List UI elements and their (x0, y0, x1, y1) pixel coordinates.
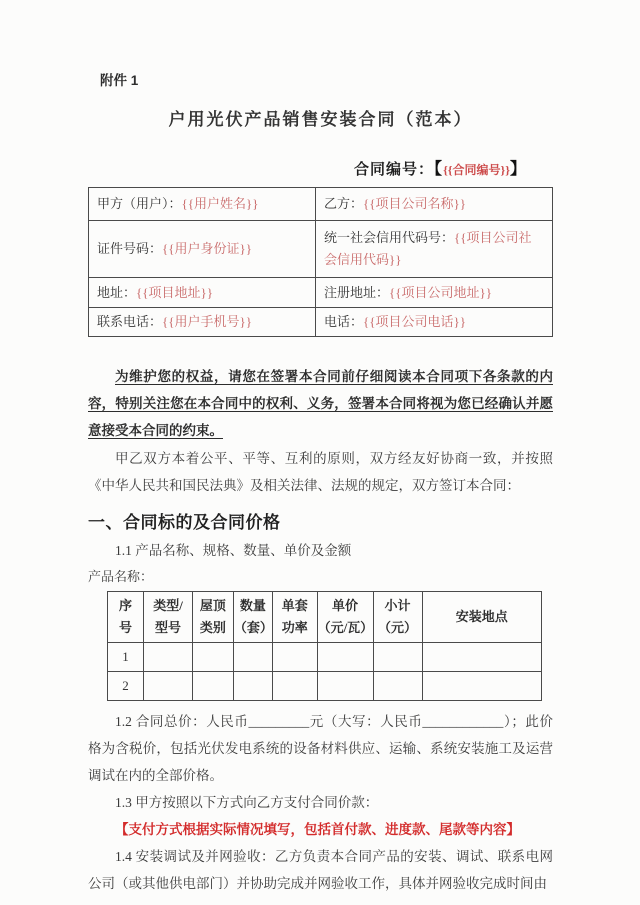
preamble-paragraph: 甲乙双方本着公平、平等、互利的原则，双方经友好协商一致，并按照《中华人民共和国民法典》及相关法律、法规的规定，双方签订本合同： (88, 451, 553, 493)
field-label: 联系电话： (97, 314, 163, 329)
field-placeholder: {{用户手机号}} (162, 314, 252, 329)
field-label: 电话： (324, 314, 364, 329)
contract-number-open-bracket: 【 (434, 161, 444, 178)
product-table-cell (233, 643, 272, 672)
party-table-cell (89, 278, 316, 308)
field-label: 注册地址： (324, 284, 390, 300)
clause-1-1: 1.1 产品名称、规格、数量、单价及金额 (115, 543, 352, 558)
product-table-row (108, 643, 542, 672)
field-label: 乙方： (324, 196, 364, 211)
column-header (373, 592, 422, 643)
column-header-line: 数量 (239, 598, 266, 613)
field-label: 统一社会信用代码号： (324, 230, 455, 245)
contract-number-placeholder: {{合同编号}} (443, 163, 510, 177)
field-label: 地址： (97, 284, 137, 300)
product-spec-header-row (108, 592, 542, 643)
column-header-line: 小计 (384, 598, 411, 613)
clause-1-3: 1.3 甲方按照以下方式向乙方支付合同价款： (115, 795, 379, 810)
column-header (144, 592, 193, 643)
column-header (317, 592, 373, 643)
column-header (108, 592, 144, 643)
section-1-heading: 一、合同标的及合同价格 (88, 513, 281, 532)
attachment-label: 附件 1 (100, 73, 139, 88)
product-table-cell (317, 643, 373, 672)
column-header (272, 592, 317, 643)
product-spec-table-body (108, 643, 542, 701)
party-table-cell (316, 188, 553, 221)
product-table-cell (317, 672, 373, 701)
product-table-cell (272, 643, 317, 672)
column-header (193, 592, 234, 643)
product-table-row (108, 672, 542, 701)
column-header-line: 类型/ (153, 598, 183, 613)
column-header-line: 号 (119, 620, 133, 635)
party-info-table (88, 187, 553, 337)
product-table-cell (422, 643, 541, 672)
product-table-cell (193, 643, 234, 672)
party-table-row (89, 308, 553, 337)
clause-1-2: 1.2 合同总价：人民币_________元（大写：人民币____________）；此价格为含税价，包括光伏发电系统的设备材料供应、运输、系统安装施工及运营调试在内的全部价格。 (88, 714, 553, 783)
contract-number-line (88, 156, 553, 179)
column-header-line: 序 (119, 598, 133, 613)
column-header-line: 功率 (281, 620, 308, 635)
product-table-cell (373, 672, 422, 701)
column-header-line: 单价 (332, 598, 359, 613)
column-header-line: 屋顶 (199, 598, 226, 613)
party-info-table-body (89, 188, 553, 337)
product-table-cell (144, 672, 193, 701)
product-table-cell: 1 (108, 643, 144, 672)
column-header-line: 类别 (199, 620, 226, 635)
notice-paragraph: 为维护您的权益，请您在签署本合同前仔细阅读本合同项下各条款的内容，特别关注您在本合同中的权利、义务，签署本合同将视为您已经确认并愿意接受本合同的约束。 (88, 369, 553, 438)
party-table-cell (316, 221, 553, 278)
field-placeholder: {{项目公司电话}} (363, 314, 466, 329)
column-header-line: （元） (378, 620, 418, 635)
party-table-cell (89, 308, 316, 337)
payment-method-note: 【支付方式根据实际情况填写，包括首付款、进度款、尾款等内容】 (115, 822, 520, 837)
product-table-cell: 2 (108, 672, 144, 701)
column-header-line: （套） (233, 620, 273, 635)
party-table-cell (89, 188, 316, 221)
contract-number-close-bracket: 】 (509, 161, 527, 178)
product-table-cell (272, 672, 317, 701)
product-spec-table (107, 591, 542, 701)
product-table-cell (233, 672, 272, 701)
product-table-cell (144, 643, 193, 672)
contract-number-label: 合同编号： (354, 162, 435, 178)
field-placeholder: {{用户姓名}} (181, 196, 259, 211)
party-table-row (89, 278, 553, 308)
product-spec-table-head (108, 592, 542, 643)
product-table-cell (373, 643, 422, 672)
column-header-line: 安装地点 (455, 609, 508, 624)
document-title: 户用光伏产品销售安装合同（范本） (168, 110, 473, 129)
party-table-cell (89, 221, 316, 278)
field-placeholder: {{项目地址}} (136, 284, 213, 300)
clause-1-4: 1.4 安装调试及并网验收：乙方负责本合同产品的安装、调试、联系电网公司（或其他供电部门）并协助完成并网验收工作，具体并网验收完成时间由 (88, 849, 553, 891)
product-table-cell (193, 672, 234, 701)
field-placeholder: {{用户身份证}} (162, 241, 252, 256)
field-placeholder: {{项目公司名称}} (363, 196, 466, 211)
party-table-cell (316, 308, 553, 337)
column-header-line: 型号 (155, 620, 182, 635)
field-label: 证件号码： (97, 241, 163, 256)
product-name-label: 产品名称： (88, 569, 154, 584)
party-table-row (89, 221, 553, 278)
column-header-line: 单套 (281, 598, 308, 613)
page-content (88, 0, 553, 897)
field-placeholder: {{项目公司社会信用代码}} (324, 230, 532, 267)
party-table-cell (316, 278, 553, 308)
party-table-row (89, 188, 553, 221)
column-header (422, 592, 541, 643)
field-placeholder: {{项目公司地址}} (389, 284, 492, 300)
column-header-line: （元/瓦） (317, 620, 374, 635)
column-header (233, 592, 272, 643)
product-table-cell (422, 672, 541, 701)
field-label: 甲方（用户）： (97, 196, 182, 211)
